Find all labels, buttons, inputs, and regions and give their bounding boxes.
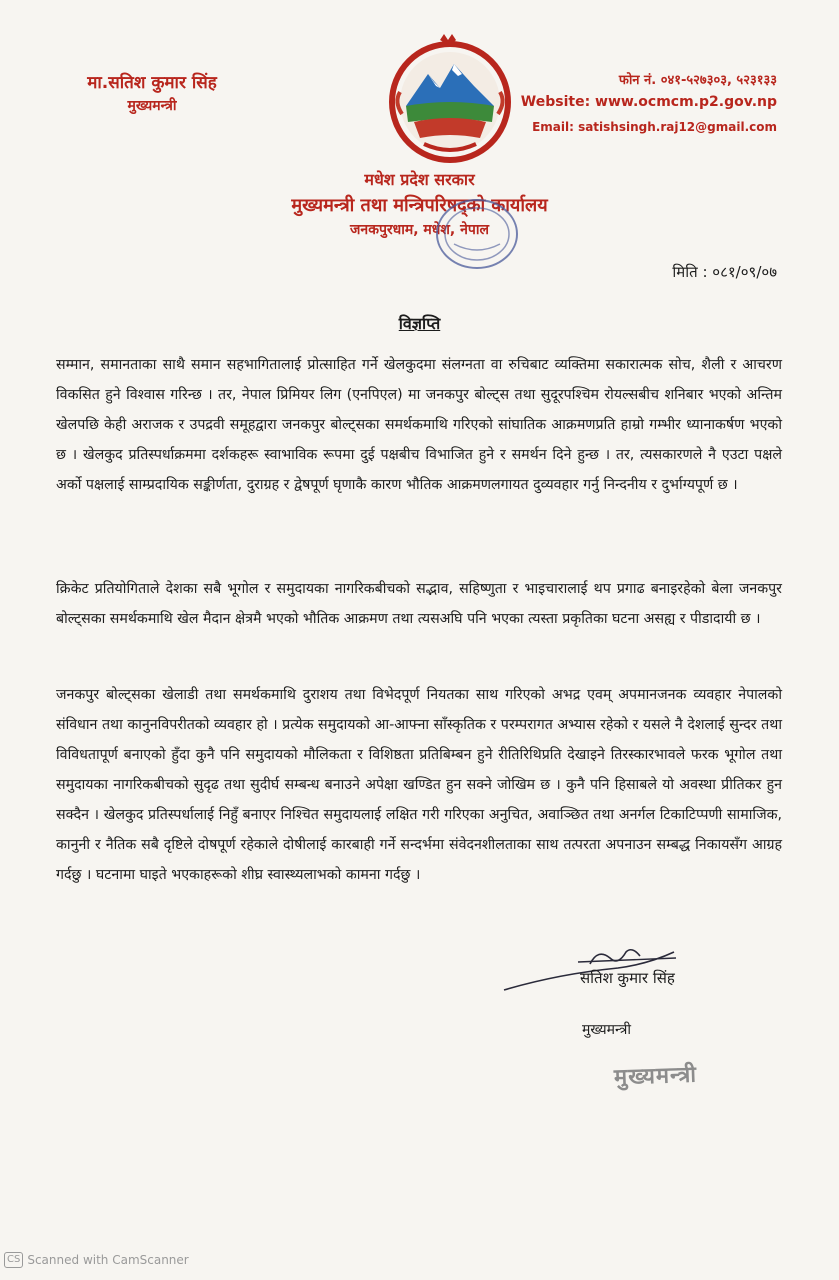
office-line-2: मुख्यमन्त्री तथा मन्त्रिपरिषद्को कार्यालय bbox=[291, 195, 548, 216]
minister-title: मुख्यमन्त्री bbox=[127, 98, 177, 114]
official-seal-stamp: मुख्यमन्त्री bbox=[613, 1062, 698, 1091]
website-text: Website: www.ocmcm.p2.gov.np bbox=[520, 94, 777, 110]
body-paragraph-1: सम्मान, समानताका साथै समान सहभागितालाई प्रोत्साहित गर्ने खेलकुदमा संलग्नता वा रुचिबाट व्यक्तिमा सकारात्मक सोच, शैली र आचरण विकसित हुने विश्वास गरिन्छ । तर, नेपाल प्रिमियर लिग (एनपिएल) मा जनकपुर बोल्ट्स तथा सुदूरपश्चिम रोयल्सबीच शनिबार भएको अन्तिम खेलपछि केही अराजक र उपद्रवी समूहद्वारा जनकपुर बोल्ट्सका समर्थकमाथि गरिएको सांघातिक आक्रमणप्रति हाम्रो गम्भीर ध्यानाकर्षण भएको छ । खेलकुद प्रतिस्पर्धाक्रममा दर्शकहरू स्वाभाविक रूपमा दुई पक्षबीच विभाजित हुने र समर्थन दिने हुन्छ । तर, त्यसकारणले नै एउटा पक्षले अर्को पक्षलाई साम्प्रदायिक सङ्कीर्णता, दुराग्रह र द्वेषपूर्ण घृणाकै कारण भौतिक आक्रमणलगायत दुव्यवहार गर्नु निन्दनीय र दुर्भाग्यपूर्ण छ । bbox=[56, 357, 782, 493]
office-line-1: मधेश प्रदेश सरकार bbox=[364, 170, 475, 189]
watermark-text: Scanned with CamScanner bbox=[27, 1253, 189, 1267]
email-text: Email: satishsingh.raj12@gmail.com bbox=[532, 120, 777, 134]
office-line-3: जनकपुरधाम, मधेश, नेपाल bbox=[350, 222, 489, 238]
scanner-watermark bbox=[4, 1252, 189, 1268]
contact-block bbox=[521, 70, 777, 134]
camscanner-logo-icon: CS bbox=[4, 1252, 23, 1268]
notice-heading: विज्ञप्ति bbox=[398, 314, 441, 333]
office-stamp-icon bbox=[434, 196, 520, 272]
signer-name: सतिश कुमार सिंह bbox=[580, 969, 675, 987]
phone-number: फोन नं. ०४१-५२७३०३, ५२३१३३ bbox=[618, 73, 777, 88]
body-paragraph-3: जनकपुर बोल्ट्सका खेलाडी तथा समर्थकमाथि दुराशय तथा विभेदपूर्ण नियतका साथ गरिएको अभद्र एवम् अपमानजनक व्यवहार नेपालको संविधान तथा कानुनविपरीतको व्यवहार हो । प्रत्येक समुदायको आ-आफ्ना साँस्कृतिक र परम्परागत अभ्यास रहेको र यसले नै देशलाई सुन्दर तथा विविधतापूर्ण बनाएको हुँदा कुनै पनि समुदायको मौलिकता र विशिष्ठता प्रतिबिम्बन हुने रीतिरिथिप्रति देखाइने तिरस्कारभावले फरक भूगोल तथा समुदायका नागरिकबीचको सुदृढ तथा सुदीर्घ सम्बन्ध बनाउने अपेक्षा खण्डित हुन सक्ने जोखिम छ । कुनै पनि हिसाबले यो अवस्था प्रीतिकर हुन सक्दैन । खेलकुद प्रतिस्पर्धालाई निहुँ बनाएर निश्चित समुदायलाई लक्षित गरी गरिएका अनुचित, अवाञ्छित तथा अनर्गल टिकाटिप्पणी सामाजिक, कानुनी र नैतिक सबै दृष्टिले दोषपूर्ण रहेकाले दोषीलाई कारबाही गर्ने सन्दर्भमा संवेदनशीलताका साथ तत्परता अपनाउन सम्बद्ध निकायसँग आग्रह गर्दछु । घटनामा घाइते भएकाहरूको शीघ्र स्वास्थ्यलाभको कामना गर्दछु । bbox=[56, 687, 782, 883]
minister-name: मा.सतिश कुमार सिंह bbox=[87, 73, 217, 93]
date-text: मिति : ०८१/०९/०७ bbox=[672, 263, 777, 281]
government-emblem-icon bbox=[384, 34, 516, 166]
signer-title: मुख्यमन्त्री bbox=[582, 1022, 631, 1038]
body-paragraph-2: क्रिकेट प्रतियोगिताले देशका सबै भूगोल र समुदायका नागरिकबीचको सद्भाव, सहिष्णुता र भाइचारालाई थप प्रगाढ बनाइरहेको बेला जनकपुर बोल्ट्सका समर्थकमाथि खेल मैदान क्षेत्रमै भएको भौतिक आक्रमण तथा त्यसअघि पनि भएका त्यस्ता प्रकृतिका घटना असह्य र पीडादायी छ । bbox=[56, 581, 782, 627]
